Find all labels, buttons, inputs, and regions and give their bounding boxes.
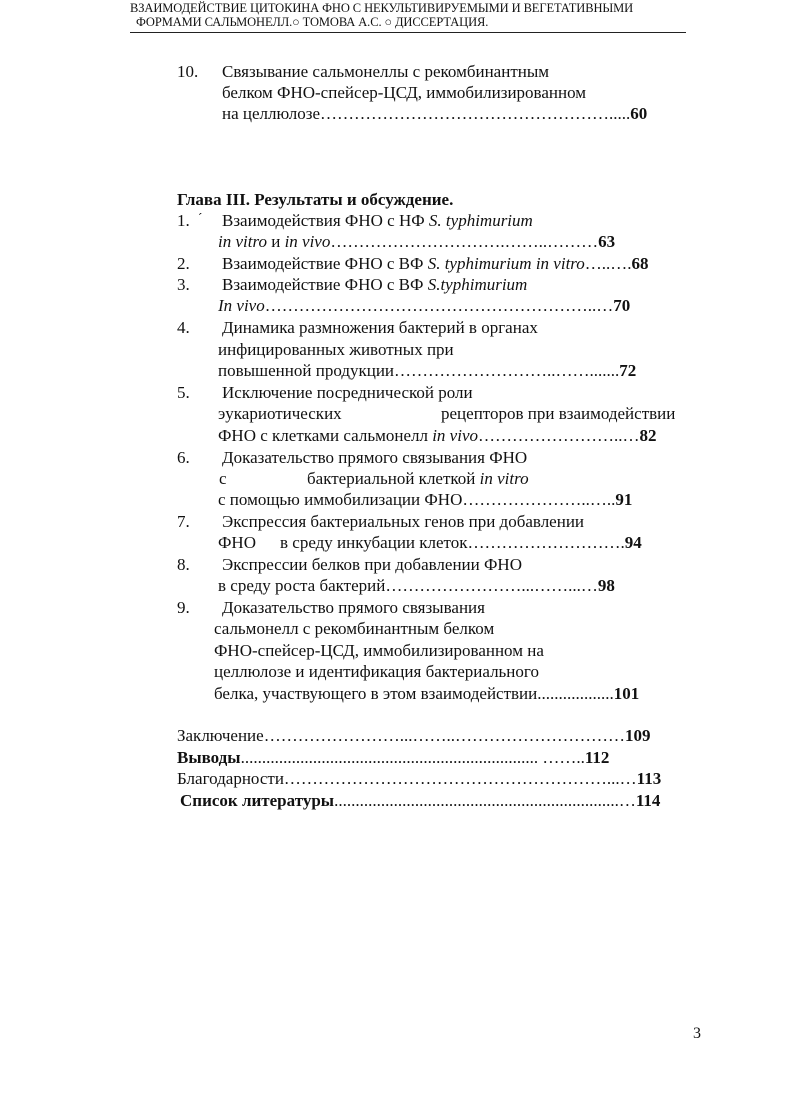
toc-acknowledgements: Благодарности…………………………………………………...…113 [177, 769, 662, 788]
scan-mark: ˊ [198, 210, 203, 225]
toc-item-1-number: 1. [177, 211, 190, 230]
toc-item-5-title-line1: Исключение посреднической роли [222, 383, 473, 402]
toc-item-6-title-line3: с помощью иммобилизации ФНО…………………..…..91 [218, 490, 633, 509]
toc-page-number: 91 [615, 490, 633, 509]
toc-item-6-title-line1: Доказательство прямого связывания ФНО [222, 448, 528, 467]
toc-item-2-number: 2. [177, 254, 190, 273]
toc-page-number: 60 [630, 104, 648, 123]
toc-item-4-number: 4. [177, 318, 190, 337]
toc-leader-dots: ...................................................................... …….. [240, 748, 585, 767]
toc-item-5-title-line2b: рецепторов при взаимодействии [441, 404, 676, 423]
toc-page-number: 101 [613, 684, 640, 703]
toc-item-9-title-line4: целлюлозе и идентификация бактериального [214, 662, 539, 681]
chapter-heading: Глава III. Результаты и обсуждение. [177, 190, 454, 209]
toc-page-number: 112 [584, 748, 610, 767]
toc-item-7-title-line1: Экспрессия бактериальных генов при добавлении [222, 512, 585, 531]
toc-item-3-title-line2: In vivo…………………………………………………..…70 [218, 296, 631, 315]
header-line-1: ВЗАИМОДЕЙСТВИЕ ЦИТОКИНА ФНО С НЕКУЛЬТИВИРУЕМЫМИ И ВЕГЕТАТИВНЫМИ [130, 1, 634, 15]
toc-item-9-title-line2: сальмонелл с рекомбинантным белком [214, 619, 495, 638]
toc-item-5-title-line3: ФНО с клетками сальмонелл in vivo……………………..…82 [218, 426, 657, 445]
toc-page-number: 68 [631, 254, 649, 273]
toc-item-8-title-line2: в среду роста бактерий……………………...……...…98 [218, 576, 615, 595]
toc-page-number: 82 [639, 426, 657, 445]
toc-page-number: 94 [624, 533, 642, 552]
toc-item-9-title-line3: ФНО-спейсер-ЦСД, иммобилизированном на [214, 641, 544, 660]
toc-item-8-number: 8. [177, 555, 190, 574]
toc-item-10-title-line1: Связывание сальмонеллы с рекомбинантным [222, 62, 550, 81]
toc-item-10-title-line2: белком ФНО-спейсер-ЦСД, иммобилизированном [222, 83, 587, 102]
toc-leader-dots: ……………………...……..………………………… [263, 726, 625, 745]
toc-item-7-title-line2a: ФНО [218, 533, 256, 552]
toc-leader-dots: …..…. [584, 254, 632, 273]
toc-references: Список литературы...................................................................…114 [180, 791, 661, 810]
header-line-2: ФОРМАМИ САЛЬМОНЕЛЛ.○ ТОМОВА А.С. ○ ДИССЕРТАЦИЯ. [136, 15, 489, 29]
page-number: 3 [693, 1025, 701, 1042]
toc-item-1-title-line2: in vitro и in vivo………………………….……..………63 [218, 232, 616, 251]
toc-item-4-title-line1: Динамика размножения бактерий в органах [222, 318, 538, 337]
toc-page-number: 98 [597, 576, 615, 595]
toc-item-5-title-line2a: эукариотических [218, 404, 342, 423]
toc-page-number: 109 [624, 726, 651, 745]
toc-page-number: 70 [613, 296, 631, 315]
toc-item-3-title-line1: Взаимодействие ФНО с ВФ S.typhimurium [222, 275, 528, 294]
toc-item-2-title-line1: Взаимодействие ФНО с ВФ S. typhimurium in vitro…..….68 [222, 254, 649, 273]
toc-leader-dots: ……………………..… [478, 426, 640, 445]
toc-leader-dots: …………………..….. [462, 490, 616, 509]
toc-page-number: 114 [635, 791, 661, 810]
toc-page-number: 113 [636, 769, 662, 788]
toc-leader-dots: ………………………..……....... [394, 361, 620, 380]
toc-page-number: 72 [619, 361, 637, 380]
toc-conclusions-findings: Выводы...................................................................... ……..112 [177, 748, 610, 767]
toc-page-number: 63 [598, 232, 616, 251]
toc-item-9-number: 9. [177, 598, 190, 617]
toc-item-9-title-line1: Доказательство прямого связывания [222, 598, 485, 617]
toc-leader-dots: ………………………….……..……… [330, 232, 599, 251]
toc-conclusion: Заключение……………………...……..…………………………109 [177, 726, 651, 745]
toc-item-4-title-line3: повышенной продукции………………………..…….......72 [218, 361, 637, 380]
toc-item-6-number: 6. [177, 448, 190, 467]
toc-item-7-number: 7. [177, 512, 190, 531]
toc-leader-dots: ...................................................................… [334, 791, 636, 810]
toc-item-6-title-line2a: с [219, 469, 227, 488]
toc-leader-dots: …………………………………………………..… [264, 296, 614, 315]
toc-item-6-title-line2b: бактериальной клеткой in vitro [307, 469, 529, 488]
toc-item-10-title-line3: на целлюлозе…………………………………………….....60 [222, 104, 648, 123]
toc-leader-dots: ……………………...……...… [385, 576, 598, 595]
toc-item-4-title-line2: инфицированных животных при [218, 340, 454, 359]
toc-item-9-title-line5: белка, участвующего в этом взаимодействии..................101 [214, 684, 640, 703]
toc-item-5-number: 5. [177, 383, 190, 402]
toc-leader-dots: .................. [537, 684, 614, 703]
toc-item-8-title-line1: Экспрессии белков при добавлении ФНО [222, 555, 522, 574]
toc-leader-dots: …………………………………………………...… [283, 769, 637, 788]
toc-item-1-title-line1: Взаимодействия ФНО с НФ S. typhimurium [222, 211, 533, 230]
toc-leader-dots: ………………………. [467, 533, 625, 552]
toc-leader-dots: ……………………………………………..... [320, 104, 631, 123]
toc-item-3-number: 3. [177, 275, 190, 294]
header-rule [130, 32, 686, 33]
toc-item-10-number: 10. [177, 62, 199, 81]
toc-item-7-title-line2b: в среду инкубации клеток……………………….94 [280, 533, 642, 552]
